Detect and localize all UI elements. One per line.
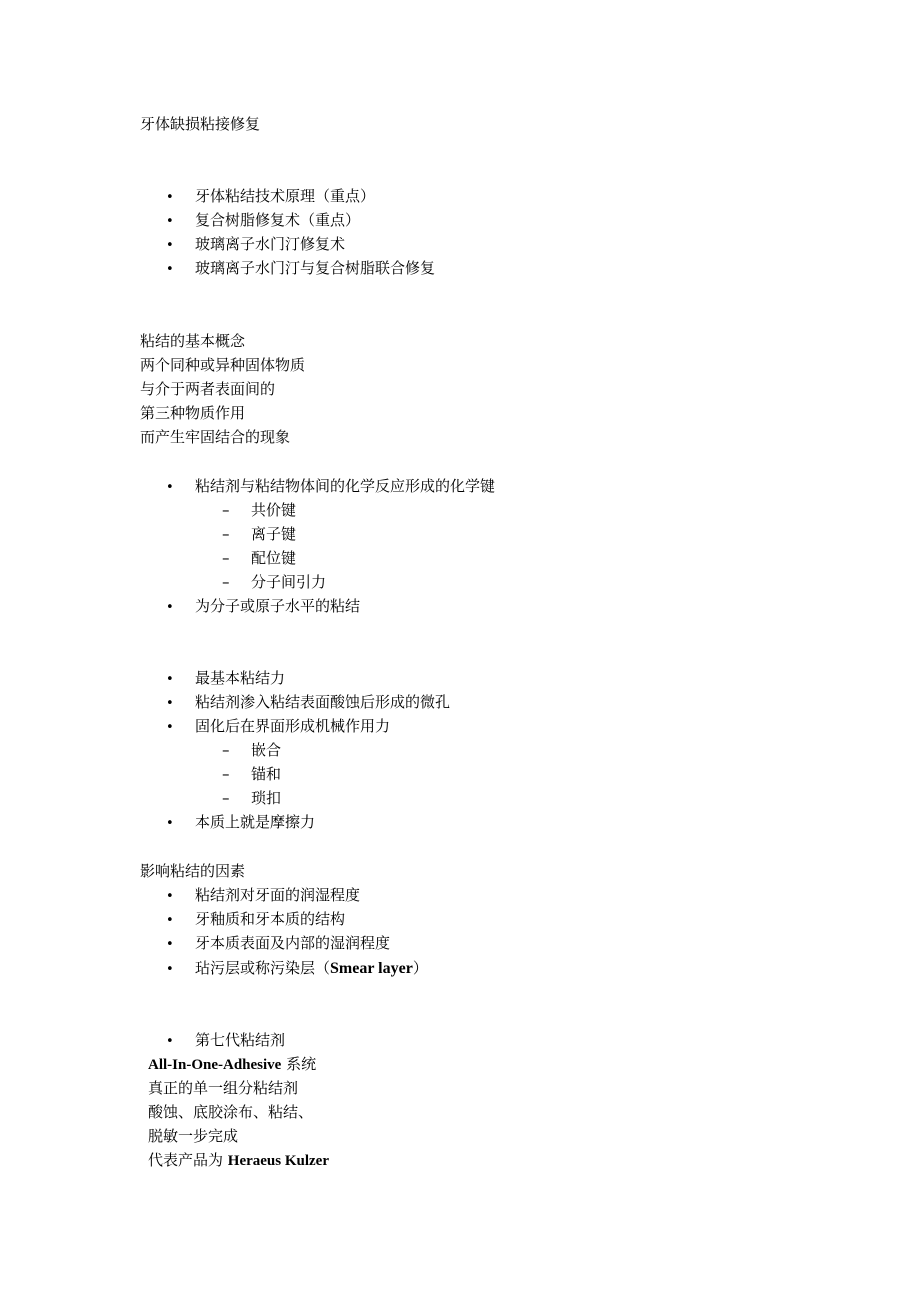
list-item <box>166 933 390 955</box>
sub-list-item-text: 锚和 <box>251 765 282 783</box>
bullet-marker: • <box>166 214 174 229</box>
list-item-text: 粘结剂对牙面的润湿程度 <box>195 886 361 904</box>
list-item-text: 复合树脂修复术（重点） <box>195 211 361 229</box>
bullet-marker: • <box>166 913 174 928</box>
list-item <box>166 234 345 256</box>
list-item-text-suffix: ） <box>412 959 428 977</box>
list-item <box>166 210 360 232</box>
bullet-marker: • <box>166 600 174 615</box>
bullet-marker: • <box>166 480 174 495</box>
list-item <box>166 716 390 738</box>
paragraph-line: 第三种物质作用 <box>140 404 246 422</box>
sub-list-item-text: 配位键 <box>251 549 297 567</box>
list-item <box>166 812 315 834</box>
dash-marker: – <box>222 741 230 759</box>
list-item <box>166 186 375 208</box>
bullet-marker: • <box>166 672 174 687</box>
paragraph-line: 粘结的基本概念 <box>140 332 246 350</box>
list-item-text: 粘结剂渗入粘结表面酸蚀后形成的微孔 <box>195 693 451 711</box>
list-item <box>166 258 435 280</box>
sub-list-item-text: 离子键 <box>251 525 297 543</box>
bullet-marker: • <box>166 238 174 253</box>
bullet-marker: • <box>166 962 174 977</box>
bullet-marker: • <box>166 696 174 711</box>
bullet-marker: • <box>166 262 174 277</box>
list-item-text-prefix: 玷污层或称污染层（ <box>195 959 331 977</box>
paragraph-line: 真正的单一组分粘结剂 <box>148 1079 299 1097</box>
list-item-text: 牙本质表面及内部的湿润程度 <box>195 934 391 952</box>
sub-list-item <box>222 788 281 808</box>
bullet-marker: • <box>166 720 174 735</box>
list-item-text: 牙体粘结技术原理（重点） <box>195 187 376 205</box>
product-brand-name: Heraeus Kulzer <box>227 1153 330 1169</box>
sub-list-item <box>222 500 296 520</box>
product-system-name: All-In-One-Adhesive <box>148 1057 282 1073</box>
sub-list-item-text: 分子间引力 <box>251 573 327 591</box>
bullet-marker: • <box>166 1034 174 1049</box>
list-item-text-latin: Smear layer <box>330 960 413 977</box>
sub-list-item <box>222 548 296 568</box>
list-item-text: 玻璃离子水门汀与复合树脂联合修复 <box>195 259 436 277</box>
list-item <box>166 476 495 498</box>
sub-list-item <box>222 764 281 784</box>
sub-list-item <box>222 524 296 544</box>
paragraph-line: 而产生牢固结合的现象 <box>140 428 291 446</box>
list-item <box>166 909 345 931</box>
dash-marker: – <box>222 765 230 783</box>
sub-list-item <box>222 740 281 760</box>
dash-marker: – <box>222 789 230 807</box>
product-prefix: 代表产品为 <box>148 1151 228 1169</box>
bullet-marker: • <box>166 889 174 904</box>
list-item-text: 第七代粘结剂 <box>195 1031 286 1049</box>
list-item-text: 牙釉质和牙本质的结构 <box>195 910 346 928</box>
sub-list-item-text: 共价键 <box>251 501 297 519</box>
sub-list-item-text: 琐扣 <box>251 789 282 807</box>
sub-list-item-text: 嵌合 <box>251 741 282 759</box>
list-item-text: 本质上就是摩擦力 <box>195 813 316 831</box>
dash-marker: – <box>222 573 230 591</box>
paragraph-line: 与介于两者表面间的 <box>140 380 276 398</box>
bullet-marker: • <box>166 816 174 831</box>
list-item <box>166 668 285 690</box>
dash-marker: – <box>222 501 230 519</box>
list-item <box>166 692 450 714</box>
list-item-text: 为分子或原子水平的粘结 <box>195 597 361 615</box>
paragraph-line <box>148 1150 329 1171</box>
list-item <box>166 1030 285 1052</box>
list-item <box>166 885 360 907</box>
sub-list-item <box>222 572 326 592</box>
list-item-text: 玻璃离子水门汀修复术 <box>195 235 346 253</box>
bullet-marker: • <box>166 937 174 952</box>
paragraph-line: 酸蚀、底胶涂布、粘结、 <box>148 1103 314 1121</box>
product-system-suffix: 系统 <box>281 1055 317 1073</box>
list-item <box>166 596 360 618</box>
list-item-text: 最基本粘结力 <box>195 669 286 687</box>
paragraph-line <box>148 1054 316 1075</box>
paragraph-line: 脱敏一步完成 <box>148 1127 239 1145</box>
list-item <box>166 958 428 980</box>
section-heading: 影响粘结的因素 <box>140 862 246 880</box>
list-item-text: 粘结剂与粘结物体间的化学反应形成的化学键 <box>195 477 496 495</box>
paragraph-line: 两个同种或异种固体物质 <box>140 356 306 374</box>
list-item-text: 固化后在界面形成机械作用力 <box>195 717 391 735</box>
dash-marker: – <box>222 525 230 543</box>
dash-marker: – <box>222 549 230 567</box>
document-title: 牙体缺损粘接修复 <box>140 115 261 133</box>
bullet-marker: • <box>166 190 174 205</box>
